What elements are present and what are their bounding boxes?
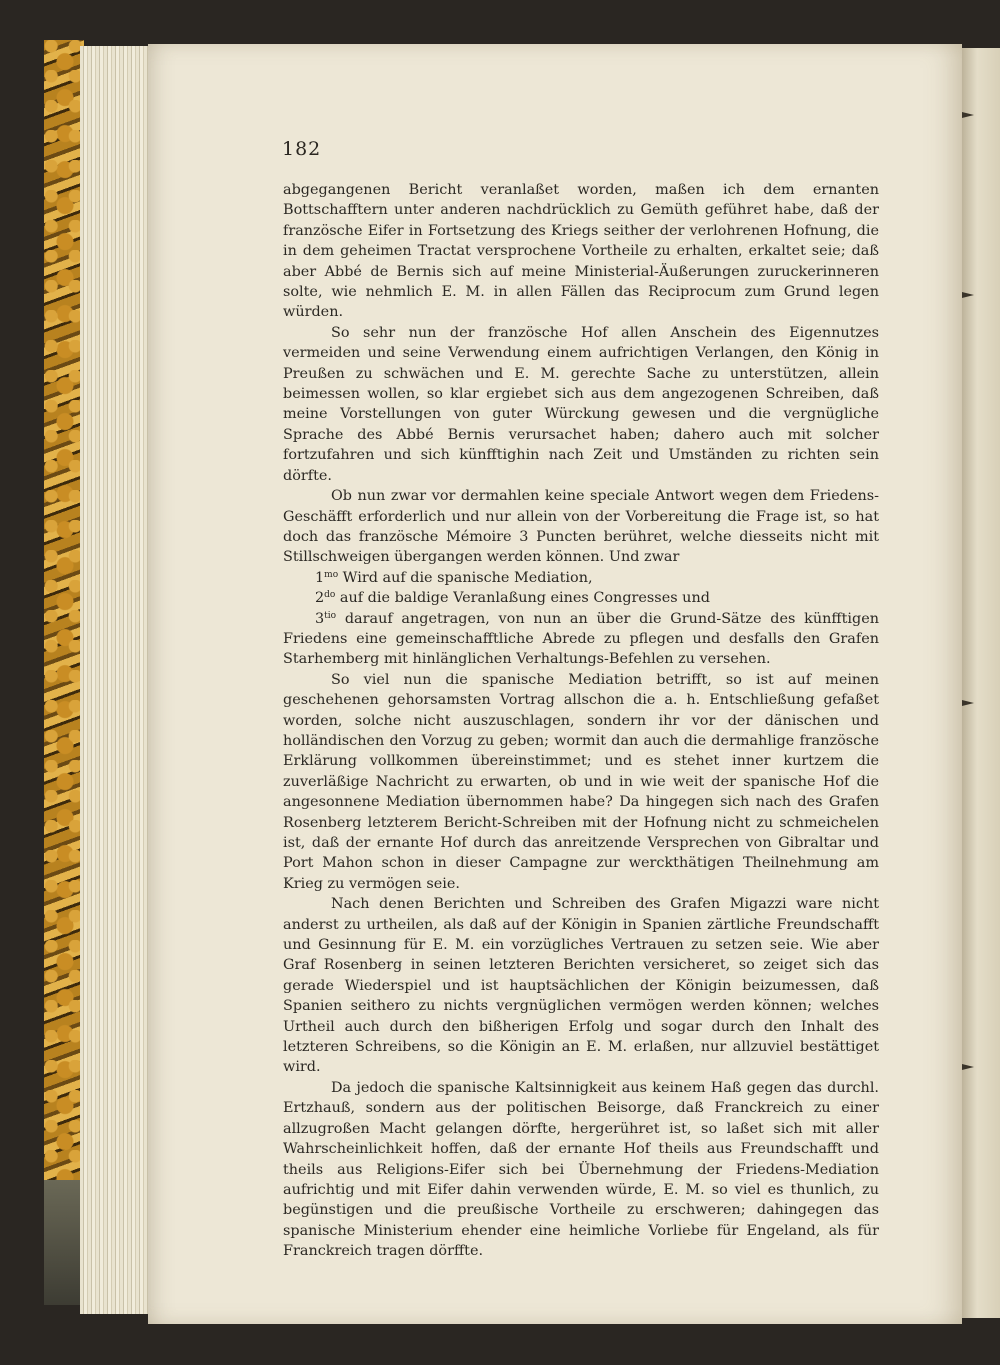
page-body-text [283, 180, 879, 1262]
page-marker [962, 1064, 974, 1070]
page-edges [80, 46, 150, 1314]
list-item [283, 568, 879, 588]
paragraph: So sehr nun der französche Hof allen Anschein des Eigennutzes vermeiden und seine Verwendung einem aufrichtigen Verlangen, den König in Preußen zu schwächen und E. M. gerechte Sache zu unterstützen, allein beimessen wollen, so klar ergiebet sich aus dem angezogenen Schreiben, daß meine Vorstellungen von guter Würckung gewesen und die vergnügliche Sprache des Abbé Bernis verursachet haben; dahero auch mit solcher fortzufahren und sich künfftighin nach Zeit und Umständen zu richten sein dörfte. [283, 324, 879, 484]
item-text: auf die baldige Veranlaßung eines Congresses und [335, 590, 710, 607]
page-marker [962, 112, 974, 118]
book-cover-bottom [44, 1180, 84, 1305]
paragraph: Ob nun zwar vor dermahlen keine speciale Antwort wegen dem Friedens-Geschäfft erforderlich und nur allein von der Vorbereitung die Frage ist, so hat doch das französche Mémoire 3 Puncten berühret, welche diesseits nicht mit Stillschweigen übergangen werden können. Und zwar [283, 488, 879, 566]
list-item [283, 588, 879, 608]
item-ordinal: mo [324, 569, 339, 580]
next-page-edge [962, 48, 1000, 1318]
page-marker [962, 292, 974, 298]
item-number: 2 [315, 590, 325, 607]
marbled-book-edge [44, 40, 84, 1300]
paragraph: abgegangenen Bericht veranlaßet worden, maßen ich dem ernanten Bottschafftern unter anderen nachdrücklich zu Gemüth geführet habe, daß der französche Eifer in Fortsetzung des Kriegs seither der verlohrenen Hofnung, die in dem geheimen Tractat versprochene Vortheile zu erhalten, erkaltet seie; daß aber Abbé de Bernis sich auf meine Ministerial-Äußerungen zuruckerinneren solte, wie nehmlich E. M. in allen Fällen das Reciprocum zum Grund legen würden. [283, 182, 879, 321]
item-ordinal: do [324, 590, 336, 601]
item-number: 1 [315, 569, 325, 586]
paragraph: So viel nun die spanische Mediation betrifft, so ist auf meinen geschehenen gehorsamsten Vortrag allschon die a. h. Entschließung gefaßet worden, solche nicht auszuschlagen, sondern ihr vor der dänischen und holländischen den Vorzug zu geben; wormit dan auch die dermahlige französche Erklärung vollkommen übereinstimmet; und es stehet inner kurtzem die zuverläßige Nachricht zu erwarten, ob und in wie weit der spanische Hof die angesonnene Mediation übernommen habe? Da hingegen sich nach des Grafen Rosenberg letzterem Bericht-Schreiben mit der Hofnung nicht zu schmeichelen ist, daß der ernante Hof durch das anreitzende Versprechen von Gibraltar und Port Mahon schon in dieser Campagne zur werckthätigen Theilnehmung am Krieg zu vermögen seie. [283, 671, 879, 892]
item-ordinal: tio [324, 610, 337, 621]
list-item [283, 609, 879, 670]
item-number: 3 [315, 610, 325, 627]
page-marker [962, 700, 974, 706]
page-number: 182 [282, 138, 322, 160]
paragraph: Nach denen Berichten und Schreiben des Grafen Migazzi ware nicht anderst zu urtheilen, als daß auf der Königin in Spanien zärtliche Freundschafft und Gesinnung für E. M. ein vorzügliches Vertrauen zu setzen seie. Wie aber Graf Rosenberg in seinen letzteren Berichten versicheret, so zeiget sich das gerade Wiederspiel und ist hauptsächlichen der Königin beizumessen, daß Spanien seithero zu nichts vergnüglichen vermögen werden können; welches Urtheil auch durch den bißherigen Erfolg und sogar durch den Inhalt des letzteren Schreibens, so die Königin an E. M. erlaßen, nur allzuviel bestättiget wird. [283, 896, 879, 1076]
item-text: Wird auf die spanische Mediation, [338, 569, 593, 586]
item-text: darauf angetragen, von nun an über die Grund-Sätze des künfftigen Friedens eine gemeinschafftliche Abrede zu pflegen und desfalls den Grafen Starhemberg mit hinlänglichen Verhaltungs-Befehlen zu versehen. [283, 610, 879, 668]
paragraph: Da jedoch die spanische Kaltsinnigkeit aus keinem Haß gegen das durchl. Ertzhauß, sondern aus der politischen Beisorge, daß Franckreich zu einer allzugroßen Macht gelangen dörfte, hergerühret ist, so laßet sich mit aller Wahrscheinlichkeit hoffen, daß der ernante Hof theils aus Freundschafft und theils aus Religions-Eifer sich bei Übernehmung der Friedens-Mediation aufrichtig und mit Eifer dahin verwenden würde, E. M. so viel es thunlich, zu begünstigen und die preußische Vortheile zu erschweren; dahingegen das spanische Ministerium ehender eine heimliche Vorliebe für Engeland, als für Franckreich tragen dörffte. [283, 1079, 879, 1260]
